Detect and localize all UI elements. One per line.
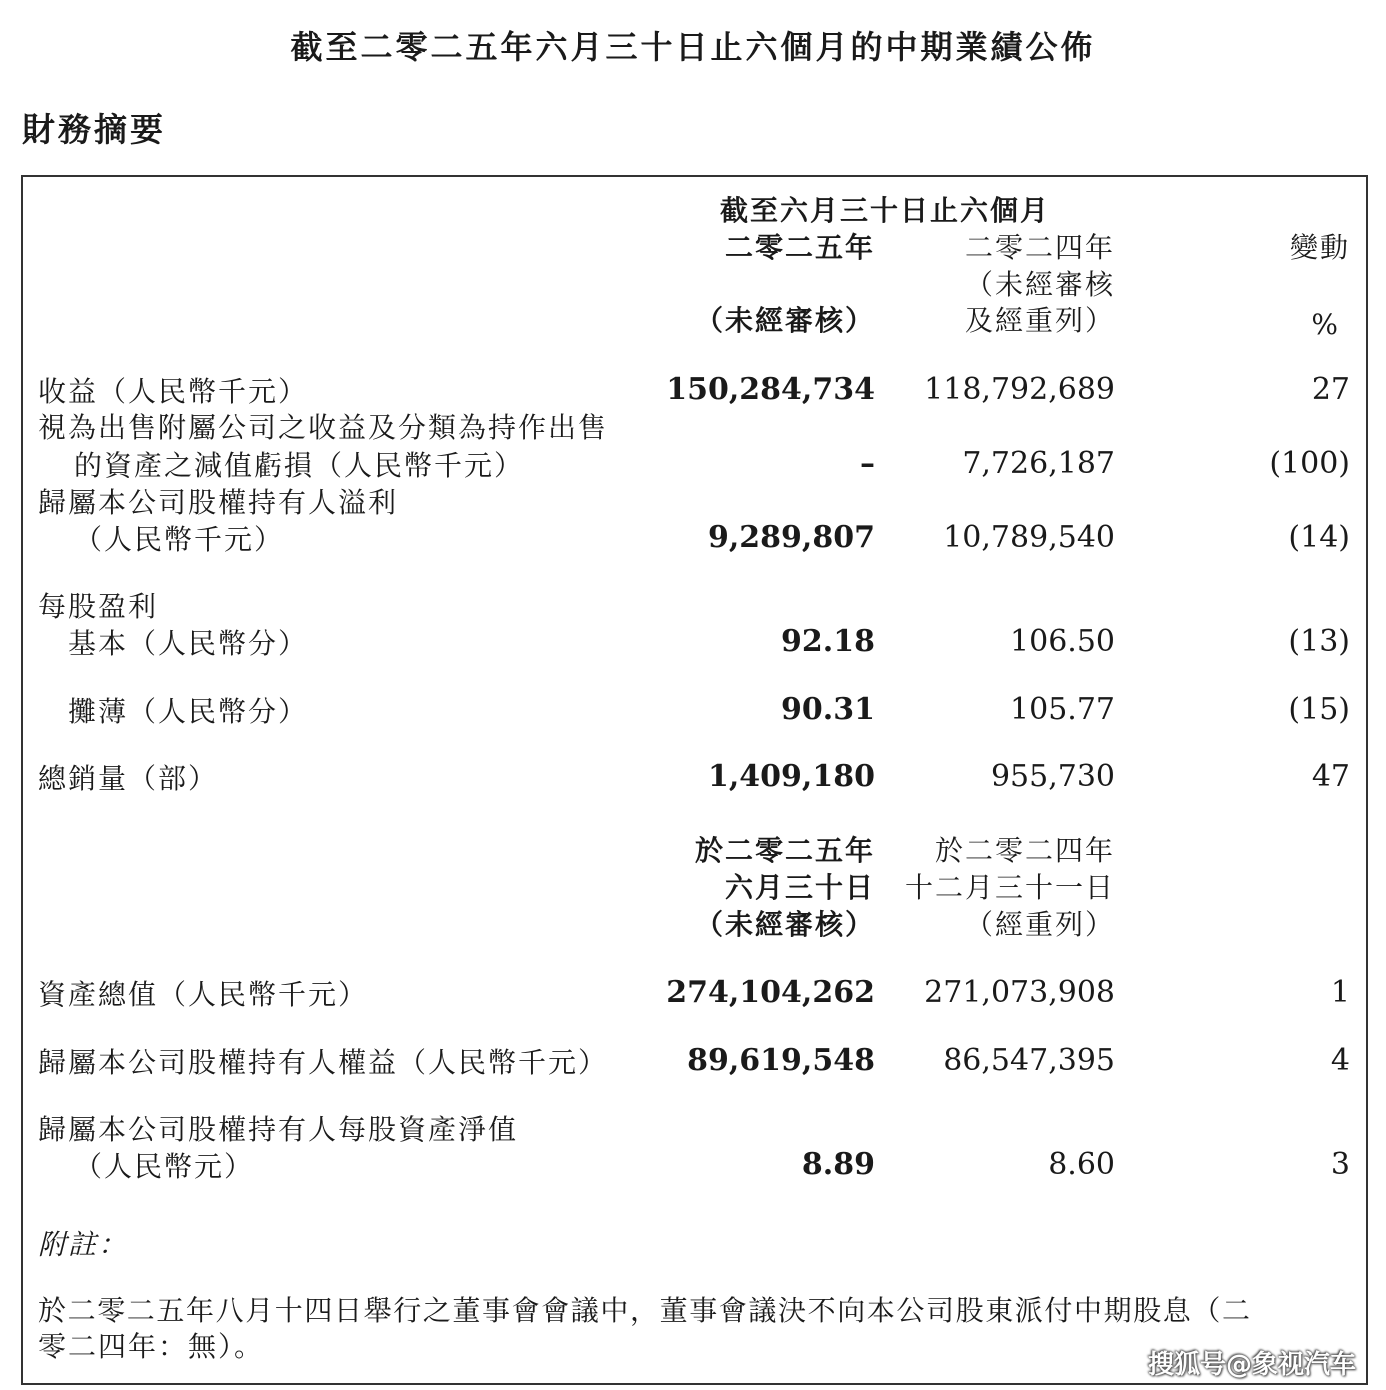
col-2024-year: 二零二四年 xyxy=(964,231,1115,264)
watermark: 搜狐号@象视汽车 xyxy=(1147,1350,1356,1380)
col-change-label: 變動 xyxy=(1289,231,1350,264)
balance-col-2024-line1: 於二零二四年 xyxy=(934,834,1115,867)
row-eps-basic-change: (13) xyxy=(1288,624,1350,659)
row-nav-label-line1: 歸屬本公司股權持有人每股資產淨值 xyxy=(38,1113,519,1146)
row-eps-diluted-2024: 105.77 xyxy=(1010,692,1115,727)
row-profit-2025: 9,289,807 xyxy=(707,520,875,555)
balance-col-2025-line1: 於二零二五年 xyxy=(694,834,875,867)
row-revenue-2024: 118,792,689 xyxy=(924,372,1115,407)
row-sales-volume-change: 47 xyxy=(1311,759,1350,794)
row-equity-2024: 86,547,395 xyxy=(943,1043,1115,1078)
row-profit-label-line1: 歸屬本公司股權持有人溢利 xyxy=(38,486,399,519)
row-disposal-label-line2: 的資產之減值虧損（人民幣千元） xyxy=(74,449,525,482)
financial-summary-box xyxy=(21,175,1368,1385)
row-nav-2024: 8.60 xyxy=(1048,1147,1115,1182)
row-eps-label: 每股盈利 xyxy=(38,590,159,623)
note-label: 附註： xyxy=(38,1228,129,1261)
row-sales-volume-2025: 1,409,180 xyxy=(707,759,875,794)
balance-col-2024-line2: 十二月三十一日 xyxy=(904,871,1115,904)
row-equity-label: 歸屬本公司股權持有人權益（人民幣千元） xyxy=(38,1046,609,1079)
row-eps-basic-label: 基本（人民幣分） xyxy=(68,627,309,660)
balance-col-2025-line2: 六月三十日 xyxy=(724,871,875,904)
row-disposal-label-line1: 視為出售附屬公司之收益及分類為持作出售 xyxy=(38,411,609,444)
row-eps-diluted-change: (15) xyxy=(1288,692,1350,727)
note-line1: 於二零二五年八月十四日舉行之董事會會議中，董事會議決不向本公司股東派付中期股息（二 xyxy=(38,1294,1252,1327)
row-total-assets-2024: 271,073,908 xyxy=(924,975,1115,1010)
period-span-header: 截至六月三十日止六個月 xyxy=(720,194,1051,227)
row-eps-diluted-label: 攤薄（人民幣分） xyxy=(68,695,309,728)
row-nav-2025: 8.89 xyxy=(801,1147,875,1182)
row-disposal-2024: 7,726,187 xyxy=(962,446,1115,481)
row-eps-basic-2025: 92.18 xyxy=(781,624,875,659)
row-revenue-label: 收益（人民幣千元） xyxy=(38,375,309,408)
row-eps-diluted-2025: 90.31 xyxy=(781,692,875,727)
col-2024-note-line1: （未經審核 xyxy=(964,268,1115,301)
section-heading: 財務摘要 xyxy=(22,110,166,149)
row-total-assets-change: 1 xyxy=(1330,975,1350,1010)
row-eps-basic-2024: 106.50 xyxy=(1010,624,1115,659)
row-disposal-change: (100) xyxy=(1269,446,1350,481)
row-revenue-2025: 150,284,734 xyxy=(666,372,875,407)
row-profit-label-line2: （人民幣千元） xyxy=(74,523,285,556)
balance-col-2025-line3: （未經審核） xyxy=(694,908,875,941)
row-nav-label-line2: （人民幣元） xyxy=(74,1150,255,1183)
col-2024-note-line2: 及經重列） xyxy=(964,304,1115,337)
row-total-assets-2025: 274,104,262 xyxy=(666,975,875,1010)
col-2025-year: 二零二五年 xyxy=(724,231,875,264)
row-sales-volume-label: 總銷量（部） xyxy=(38,762,219,795)
note-line2: 零二四年：無）。 xyxy=(38,1330,265,1363)
row-disposal-2025: – xyxy=(860,446,875,481)
row-profit-change: (14) xyxy=(1288,520,1350,555)
row-profit-2024: 10,789,540 xyxy=(943,520,1115,555)
row-equity-2025: 89,619,548 xyxy=(687,1043,875,1078)
row-sales-volume-2024: 955,730 xyxy=(990,759,1115,794)
document-title: 截至二零二五年六月三十日止六個月的中期業績公佈 xyxy=(290,28,1096,66)
col-2025-note: （未經審核） xyxy=(694,304,875,337)
balance-col-2024-line3: （經重列） xyxy=(964,908,1115,941)
row-equity-change: 4 xyxy=(1330,1043,1350,1078)
row-revenue-change: 27 xyxy=(1311,372,1350,407)
row-total-assets-label: 資產總值（人民幣千元） xyxy=(38,978,369,1011)
col-change-unit: % xyxy=(1311,308,1340,341)
row-nav-change: 3 xyxy=(1330,1147,1350,1182)
